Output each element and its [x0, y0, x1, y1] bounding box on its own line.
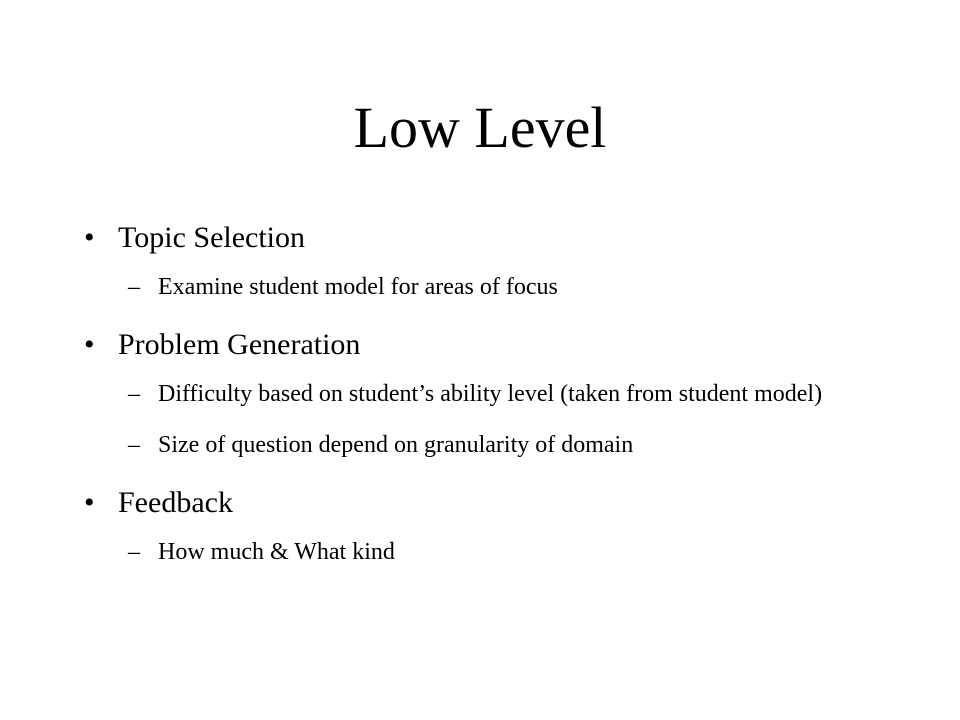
slide-title: Low Level	[353, 95, 607, 160]
bullet-problem-generation	[84, 325, 884, 365]
bullet-text: Problem Generation	[118, 328, 361, 361]
sub-bullet-text: How much & What kind	[158, 539, 395, 565]
sub-bullet-text: Examine student model for areas of focus	[158, 274, 558, 300]
bullet-marker: •	[84, 221, 95, 254]
bullet-topic-selection	[84, 218, 884, 258]
sub-bullet	[84, 428, 884, 463]
sub-bullet-marker: –	[128, 539, 140, 565]
sub-bullet-text: Difficulty based on student’s ability level (taken from student model)	[158, 381, 823, 407]
sub-bullet	[84, 535, 884, 570]
bullet-marker: •	[84, 486, 95, 519]
sub-bullet-marker: –	[128, 432, 140, 458]
bullet-text: Feedback	[118, 486, 233, 519]
sub-bullet	[84, 377, 884, 412]
sub-bullet-text: Size of question depend on granularity of domain	[158, 432, 634, 458]
bullet-feedback	[84, 483, 884, 523]
sub-bullet-marker: –	[128, 274, 140, 300]
slide-content	[84, 218, 884, 570]
sub-bullet	[84, 270, 884, 305]
sub-bullet-marker: –	[128, 381, 140, 407]
bullet-text: Topic Selection	[118, 221, 306, 254]
bullet-marker: •	[84, 328, 95, 361]
